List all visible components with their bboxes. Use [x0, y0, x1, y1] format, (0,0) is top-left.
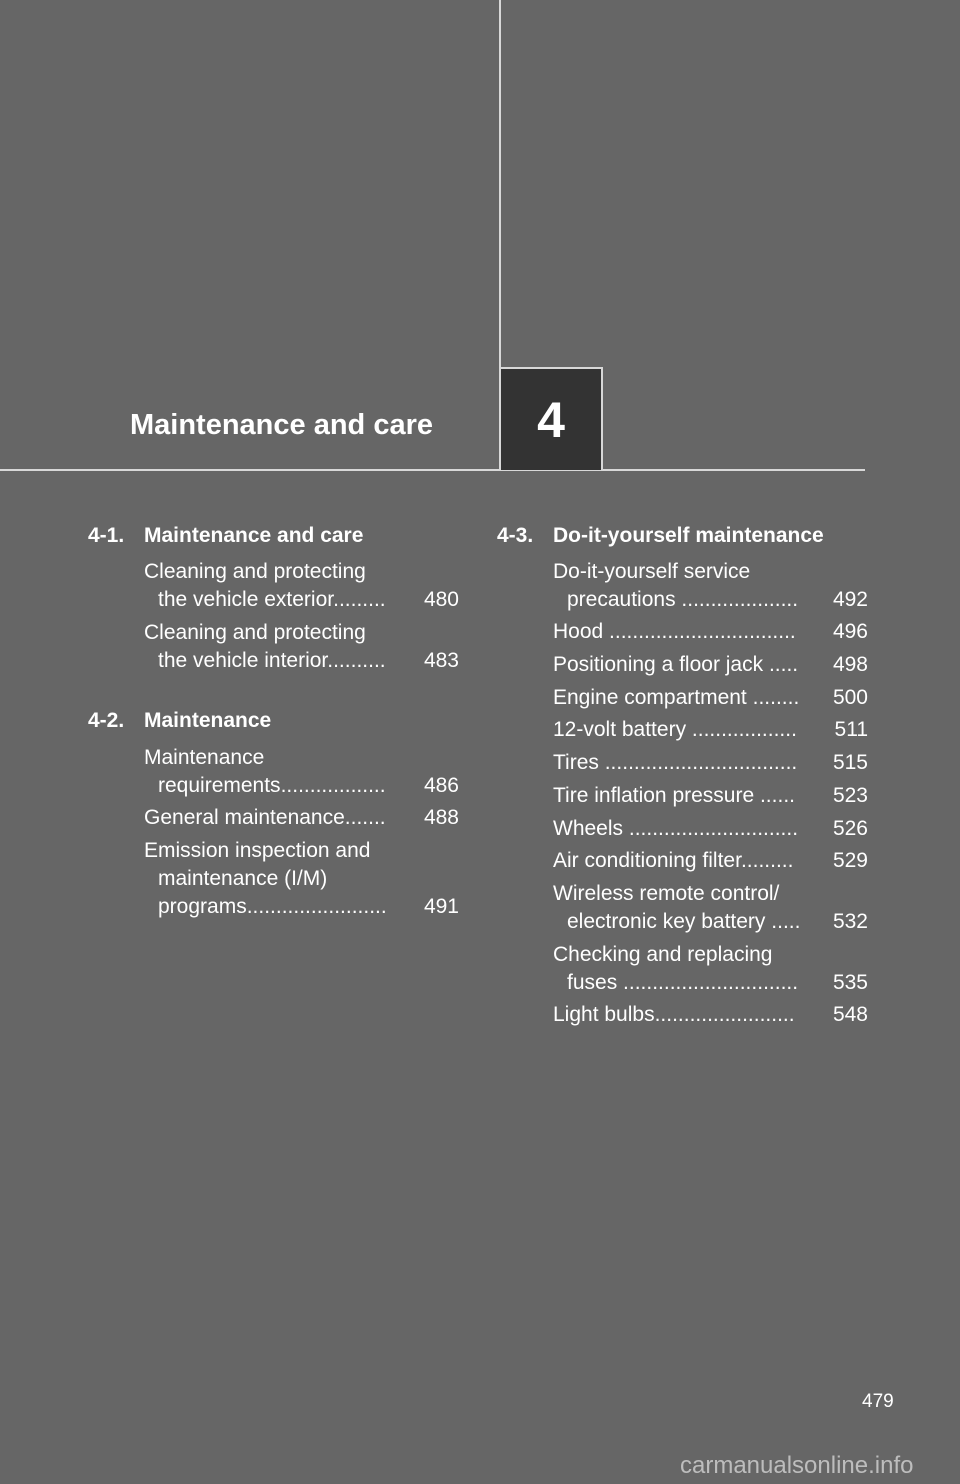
section-number: 4-3.	[497, 524, 534, 547]
entry-title: maintenance (I/M)	[158, 867, 328, 890]
page-ref: 526	[832, 817, 868, 840]
entry-title: Cleaning and protecting	[144, 621, 366, 644]
entry-title: requirements	[158, 774, 281, 797]
toc-entry[interactable]	[553, 815, 868, 843]
leader-dots: ..................	[686, 718, 797, 741]
toc-entry[interactable]	[144, 558, 459, 614]
page-ref: 523	[832, 784, 868, 807]
leader-dots: ........	[746, 686, 800, 709]
entry-title: Hood	[553, 620, 604, 643]
leader-dots: ..................	[280, 774, 386, 797]
page-number: 479	[862, 1391, 894, 1412]
leader-dots: .........	[333, 588, 386, 611]
entry-title: Checking and replacing	[553, 943, 773, 966]
toc-entry[interactable]	[553, 618, 868, 646]
page-ref: 529	[832, 849, 868, 872]
page-ref: 498	[832, 653, 868, 676]
page-ref: 480	[423, 588, 459, 611]
leader-dots: .................................	[598, 751, 798, 774]
entry-title: Tires	[553, 751, 599, 774]
entry-title: fuses	[567, 971, 618, 994]
section-title: Maintenance	[144, 709, 272, 732]
entry-title: the vehicle interior	[158, 649, 328, 672]
page-ref: 488	[423, 806, 459, 829]
entry-title: General maintenance	[144, 806, 345, 829]
toc-entry[interactable]	[553, 847, 868, 875]
chapter-title: Maintenance and care	[130, 409, 433, 441]
toc-entry[interactable]	[144, 837, 459, 921]
leader-dots: ..........	[327, 649, 386, 672]
entry-title: Cleaning and protecting	[144, 560, 366, 583]
page-ref: 500	[832, 686, 868, 709]
page-ref: 535	[832, 971, 868, 994]
leader-dots: ......	[754, 784, 795, 807]
toc-entry[interactable]	[553, 716, 868, 744]
leader-dots: ................................	[603, 620, 796, 643]
leader-dots: .............................	[623, 817, 799, 840]
toc-entry[interactable]	[553, 684, 868, 712]
section-heading-4-1	[88, 524, 363, 548]
leader-dots: .........	[740, 849, 794, 872]
toc-entry[interactable]	[144, 619, 459, 675]
section-heading-4-3	[497, 524, 824, 548]
entry-title: programs	[158, 895, 247, 918]
entry-title: electronic key battery	[567, 910, 766, 933]
page-ref: 548	[832, 1003, 868, 1026]
toc-entry[interactable]	[553, 749, 868, 777]
section-title: Maintenance and care	[144, 524, 364, 547]
leader-dots: .....	[763, 653, 799, 676]
vertical-divider	[499, 0, 501, 368]
page-ref: 496	[832, 620, 868, 643]
entry-title: precautions	[567, 588, 676, 611]
leader-dots: .......	[344, 806, 386, 829]
page-ref: 515	[832, 751, 868, 774]
chapter-number-tab	[499, 367, 603, 470]
leader-dots: ..............................	[617, 971, 799, 994]
entry-title: Wheels	[553, 817, 624, 840]
entry-title: Do-it-yourself service	[553, 560, 751, 583]
entry-title: Positioning a floor jack	[553, 653, 764, 676]
toc-entry[interactable]	[144, 804, 459, 832]
toc-entry[interactable]	[144, 744, 459, 800]
header-rule	[0, 469, 865, 471]
leader-dots: .....	[765, 910, 801, 933]
entry-title: the vehicle exterior	[158, 588, 334, 611]
entry-title: Maintenance	[144, 746, 265, 769]
chapter-number: 4	[537, 391, 565, 448]
toc-entry[interactable]	[553, 782, 868, 810]
entry-title: Emission inspection and	[144, 839, 371, 862]
leader-dots: ....................	[675, 588, 799, 611]
toc-entry[interactable]	[553, 651, 868, 679]
page-ref: 491	[423, 895, 459, 918]
leader-dots: ........................	[246, 895, 387, 918]
entry-title: Light bulbs	[553, 1003, 655, 1026]
page-ref: 492	[832, 588, 868, 611]
toc-entry[interactable]	[553, 880, 868, 936]
page-ref: 486	[423, 774, 459, 797]
page-ref: 511	[834, 718, 868, 741]
watermark: carmanualsonline.info	[680, 1452, 914, 1479]
section-number: 4-1.	[88, 524, 125, 547]
entry-title: Air conditioning filter	[553, 849, 741, 872]
entry-title: Tire inflation pressure	[553, 784, 755, 807]
leader-dots: ........................	[654, 1003, 795, 1026]
page-ref: 532	[832, 910, 868, 933]
toc-entry[interactable]	[553, 1001, 868, 1029]
section-heading-4-2	[88, 709, 271, 733]
entry-title: Engine compartment	[553, 686, 747, 709]
toc-entry[interactable]	[553, 558, 868, 614]
page-ref: 483	[423, 649, 459, 672]
section-title: Do-it-yourself maintenance	[553, 524, 824, 547]
entry-title: Wireless remote control/	[553, 882, 780, 905]
toc-entry[interactable]	[553, 941, 868, 997]
section-number: 4-2.	[88, 709, 125, 732]
entry-title: 12-volt battery	[553, 718, 687, 741]
